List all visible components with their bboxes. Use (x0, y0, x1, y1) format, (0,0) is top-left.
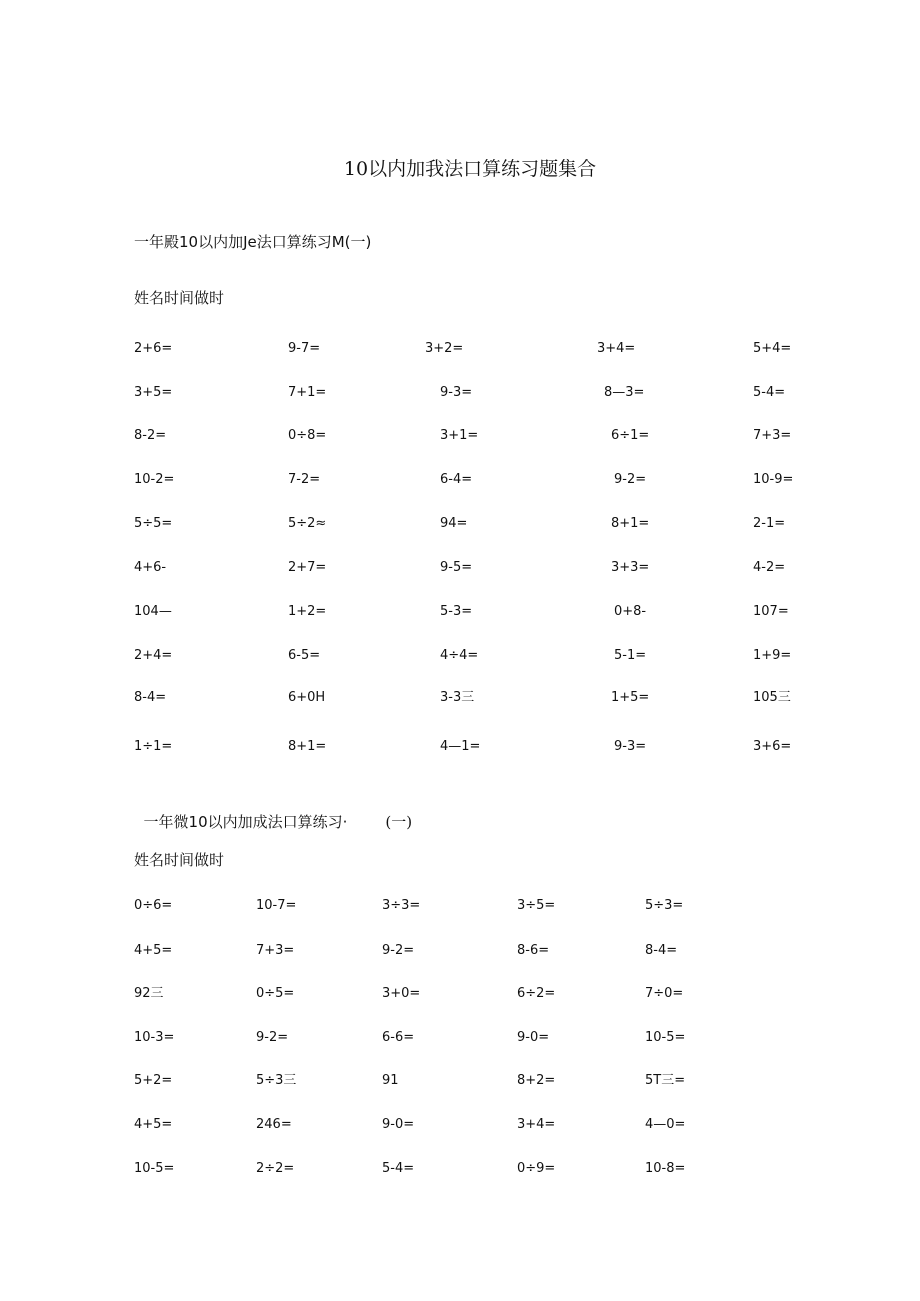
section1-problem-r1-c3: 3+2= (425, 341, 464, 356)
section2-problem-r5-c2: 5÷3三 (256, 1073, 297, 1088)
section1-problem-r1-c2: 9-7= (288, 341, 321, 356)
section1-problem-r5-c3: 94= (440, 516, 468, 531)
section1-problem-r10-c4: 9-3= (614, 739, 647, 754)
section1-problem-r8-c4: 5-1= (614, 648, 647, 663)
section2-problem-r1-c4: 3÷5= (517, 898, 556, 913)
section1-problem-r3-c3: 3+1= (440, 428, 479, 443)
section1-problem-r4-c3: 6-4= (440, 472, 473, 487)
section2-problem-r3-c2: 0÷5= (256, 986, 295, 1001)
section1-problem-r5-c5: 2-1= (753, 516, 786, 531)
section1-problem-r7-c3: 5-3= (440, 604, 473, 619)
section1-problem-r10-c5: 3+6= (753, 739, 792, 754)
section2-heading-main: 一年微10以内加成法口算练习· (143, 813, 348, 831)
section1-problem-r7-c1: 104— (134, 604, 172, 619)
section2-problem-r6-c2: 246= (256, 1117, 292, 1132)
section1-problem-r1-c5: 5+4= (753, 341, 792, 356)
section1-problem-r4-c4: 9-2= (614, 472, 647, 487)
section1-problem-r9-c5: 105三 (753, 690, 791, 705)
section1-problem-r2-c4: 8—3= (604, 385, 645, 400)
section2-problem-r2-c5: 8-4= (645, 943, 678, 958)
section1-problem-r10-c1: 1÷1= (134, 739, 173, 754)
section2-problem-r6-c3: 9-0= (382, 1117, 415, 1132)
section1-problem-r4-c1: 10-2= (134, 472, 175, 487)
section2-problem-r6-c4: 3+4= (517, 1117, 556, 1132)
section1-problem-r10-c3: 4—1= (440, 739, 481, 754)
section2-name-line: 姓名时间做时 (134, 851, 225, 869)
section2-problem-r2-c3: 9-2= (382, 943, 415, 958)
section1-name-line: 姓名时间做时 (134, 289, 225, 307)
section2-problem-r5-c1: 5+2= (134, 1073, 173, 1088)
section1-problem-r7-c5: 107= (753, 604, 789, 619)
section2-problem-r7-c5: 10-8= (645, 1161, 686, 1176)
section1-problem-r8-c5: 1+9= (753, 648, 792, 663)
section2-problem-r4-c1: 10-3= (134, 1030, 175, 1045)
section2-problem-r5-c3: 91 (382, 1073, 399, 1088)
section2-problem-r2-c2: 7+3= (256, 943, 295, 958)
section2-problem-r6-c5: 4—0= (645, 1117, 686, 1132)
section1-problem-r10-c2: 8+1= (288, 739, 327, 754)
section2-heading-paren: (一) (385, 813, 413, 831)
section1-problem-r9-c1: 8-4= (134, 690, 167, 705)
section2-problem-r4-c2: 9-2= (256, 1030, 289, 1045)
section2-problem-r5-c4: 8+2= (517, 1073, 556, 1088)
section1-problem-r4-c5: 10-9= (753, 472, 794, 487)
section1-problem-r4-c2: 7-2= (288, 472, 321, 487)
section2-problem-r3-c5: 7÷0= (645, 986, 684, 1001)
section1-problem-r5-c2: 5÷2≈ (288, 516, 327, 531)
section1-problem-r2-c5: 5-4= (753, 385, 786, 400)
section1-problem-r2-c3: 9-3= (440, 385, 473, 400)
section2-problem-r7-c3: 5-4= (382, 1161, 415, 1176)
section1-problem-r3-c1: 8-2= (134, 428, 167, 443)
section1-problem-r8-c2: 6-5= (288, 648, 321, 663)
section2-problem-r2-c1: 4+5= (134, 943, 173, 958)
section2-problem-r5-c5: 5T三= (645, 1073, 686, 1088)
section2-problem-r1-c1: 0÷6= (134, 898, 173, 913)
section2-problem-r3-c3: 3+0= (382, 986, 421, 1001)
section1-problem-r6-c2: 2+7= (288, 560, 327, 575)
section2-problem-r4-c5: 10-5= (645, 1030, 686, 1045)
section1-problem-r8-c3: 4÷4= (440, 648, 479, 663)
page-title: 10以内加我法口算练习题集合 (343, 158, 597, 180)
section1-problem-r6-c3: 9-5= (440, 560, 473, 575)
section2-problem-r1-c3: 3÷3= (382, 898, 421, 913)
section2-problem-r7-c1: 10-5= (134, 1161, 175, 1176)
section1-problem-r3-c5: 7+3= (753, 428, 792, 443)
section1-problem-r7-c2: 1+2= (288, 604, 327, 619)
section2-problem-r7-c4: 0÷9= (517, 1161, 556, 1176)
section1-problem-r2-c1: 3+5= (134, 385, 173, 400)
section2-problem-r7-c2: 2÷2= (256, 1161, 295, 1176)
section2-problem-r4-c3: 6-6= (382, 1030, 415, 1045)
section2-problem-r3-c4: 6÷2= (517, 986, 556, 1001)
section1-problem-r9-c3: 3-3三 (440, 690, 475, 705)
section1-problem-r8-c1: 2+4= (134, 648, 173, 663)
section1-problem-r3-c4: 6÷1= (611, 428, 650, 443)
section2-problem-r2-c4: 8-6= (517, 943, 550, 958)
section2-problem-r4-c4: 9-0= (517, 1030, 550, 1045)
section1-problem-r6-c1: 4+6- (134, 560, 167, 575)
section1-problem-r9-c4: 1+5= (611, 690, 650, 705)
section1-problem-r5-c4: 8+1= (611, 516, 650, 531)
section2-problem-r1-c2: 10-7= (256, 898, 297, 913)
section2-problem-r6-c1: 4+5= (134, 1117, 173, 1132)
section2-problem-r3-c1: 92三 (134, 986, 164, 1001)
section1-problem-r1-c1: 2+6= (134, 341, 173, 356)
section1-problem-r6-c5: 4-2= (753, 560, 786, 575)
section1-problem-r5-c1: 5÷5= (134, 516, 173, 531)
section1-problem-r9-c2: 6+0H (288, 690, 326, 705)
section1-problem-r3-c2: 0÷8= (288, 428, 327, 443)
section1-problem-r1-c4: 3+4= (597, 341, 636, 356)
section1-problem-r6-c4: 3+3= (611, 560, 650, 575)
section1-heading: 一年殿10以内加Je法口算练习M(一) (134, 233, 372, 251)
section1-problem-r7-c4: 0+8- (614, 604, 647, 619)
section1-problem-r2-c2: 7+1= (288, 385, 327, 400)
section2-problem-r1-c5: 5÷3= (645, 898, 684, 913)
